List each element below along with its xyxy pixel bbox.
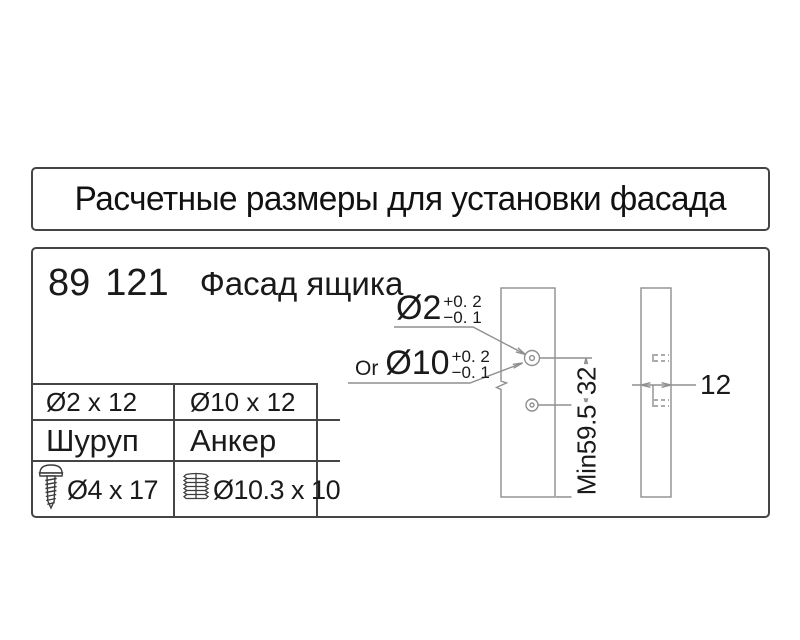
alt-hole-tolerance: +0. 2 −0. 1 [451, 347, 490, 383]
fastener-dim-label: Ø10.3 x 10 [213, 474, 341, 505]
fastener-name-cell: Шуруп [31, 421, 175, 462]
product-header [48, 262, 403, 305]
fastener-table [31, 383, 341, 518]
product-name: Фасад ящика [199, 265, 404, 302]
fastener-name-cell: Анкер [175, 421, 340, 462]
hole-size-cell: Ø10 x 12 [175, 385, 340, 421]
product-width: 89 [48, 262, 91, 304]
fastener-dim-cell [31, 462, 175, 518]
small-hole-tolerance: +0. 2 −0. 1 [443, 292, 482, 328]
or-label: Or [355, 357, 379, 380]
alt-hole-callout [355, 344, 490, 383]
fastener-dim-label: Ø4 x 17 [67, 474, 159, 505]
page-title: Расчетные размеры для установки фасада [74, 179, 727, 218]
small-hole-callout [396, 289, 482, 328]
fastener-dim-cell [175, 462, 340, 518]
screw-icon [38, 463, 64, 518]
small-hole-diameter: Ø2 [396, 289, 442, 327]
product-height: 121 [105, 262, 169, 304]
min-bottom-distance-dim: Min59.5 [572, 402, 603, 498]
title-box [31, 167, 770, 231]
hole-spacing-dim: 32 [572, 364, 603, 398]
alt-hole-diameter: Ø10 [385, 344, 450, 382]
panel-thickness-dim: 12 [700, 369, 732, 400]
anchor-icon [182, 472, 210, 508]
hole-size-cell: Ø2 x 12 [31, 385, 175, 421]
